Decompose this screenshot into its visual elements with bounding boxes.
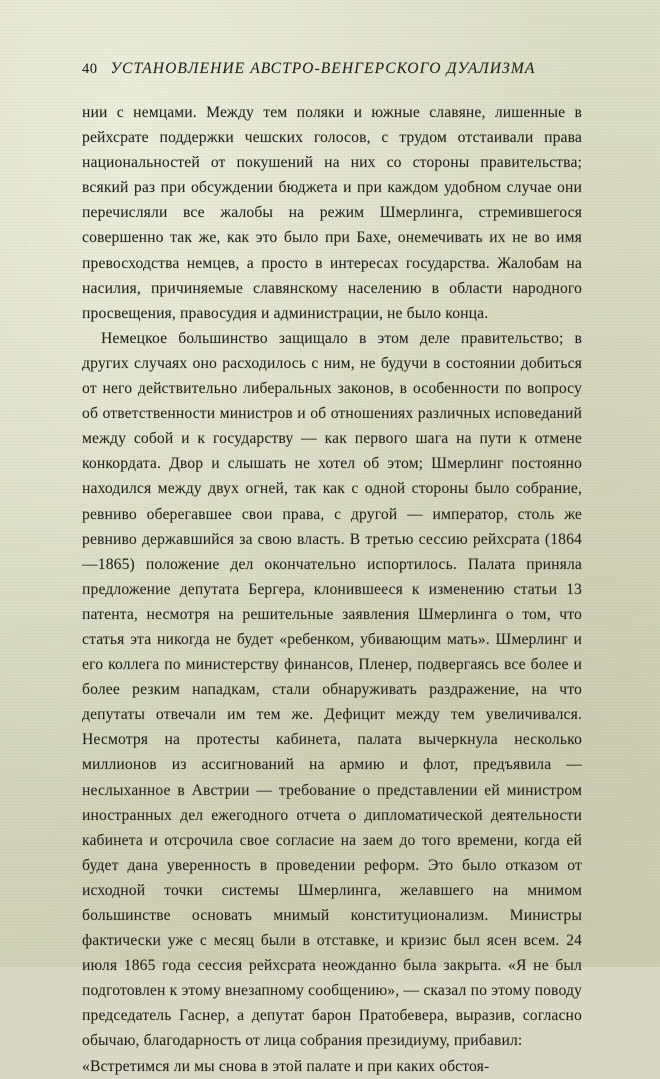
paragraph-2: Немецкое большинство защищало в этом деле правительство; в других случаях оно расходилось с ним, не будучи в состоянии добиться от него действительно либеральных законов, в особенности по вопросу об ответственности министров и об отношениях различных исповеданий между собой и к государству — как первого шага на пути к отмене конкордата. Двор и слышать не хотел об этом; Шмерлинг постоянно находился между двух огней, так как с одной стороны было собрание, ревниво оберегавшее свои права, с другой — император, столь же ревниво державшийся за свою власть. В третью сессию рейхсрата (1864—1865) положение дел окончательно испортилось. Палата приняла предложение депутата Бергера, клонившееся к изменению статьи 13 патента, несмотря на решительные заявления Шмерлинга о том, что статья эта никогда не будет «ребенком, убивающим мать». Шмерлинг и его коллега по министерству финансов, Пленер, подвергаясь все более и более резким нападкам, стали обнаруживать раздражение, на что депутаты отвечали им тем же. Дефицит между тем увеличивался. Несмотря на протесты кабинета, палата вычеркнула несколько миллионов из ассигнований на армию и флот, предъявила — неслыханное в Австрии — требование о представлении ей министром иностранных дел ежегодного отчета о дипломатической деятельности кабинета и отсрочила свое согласие на заем до того времени, когда ей будет дана уверенность в проведении реформ. Это было отказом от исходной точки системы Шмерлинга, желавшего на мнимом большинстве основать мнимый конституционализм. Министры фактически уже с месяц были в отставке, и кризис был ясен всем. 24 июля 1865 года сессия рейхсрата неожданно была закрыта. «Я не был подготовлен к этому внезапному сообщению», — сказал по этому поводу председатель Гаснер, а депутат барон Пратобевера, выразив, согласно обычаю, благодарность от лица собрания президиуму, прибавил: <box>82 329 582 1050</box>
page-text-column <box>82 60 582 1079</box>
running-title: УСТАНОВЛЕНИЕ АВСТРО-ВЕНГЕРСКОГО ДУАЛИЗМА <box>110 60 536 77</box>
paragraph-3: «Встретимся ли мы снова в этой палате и при каких обстоя- <box>82 1057 490 1075</box>
page-header <box>82 60 582 78</box>
page-number: 40 <box>82 61 98 77</box>
paragraph-1: нии с немцами. Между тем поляки и южные славяне, лишенные в рейхсрате поддержки чешских голосов, с трудом отстаивали права национальностей от покушений на них со стороны правительства; всякий раз при обсуждении бюджета и при каждом удобном случае они перечисляли все жалобы на режим Шмерлинга, стремившегося совершенно так же, как это было при Бахе, онемечивать их не во имя превосходства немцев, а просто в интересах государства. Жалобам на насилия, причиняемые славянскому населению в области народного просвещения, правосудия и администрации, не было конца. <box>82 104 582 322</box>
